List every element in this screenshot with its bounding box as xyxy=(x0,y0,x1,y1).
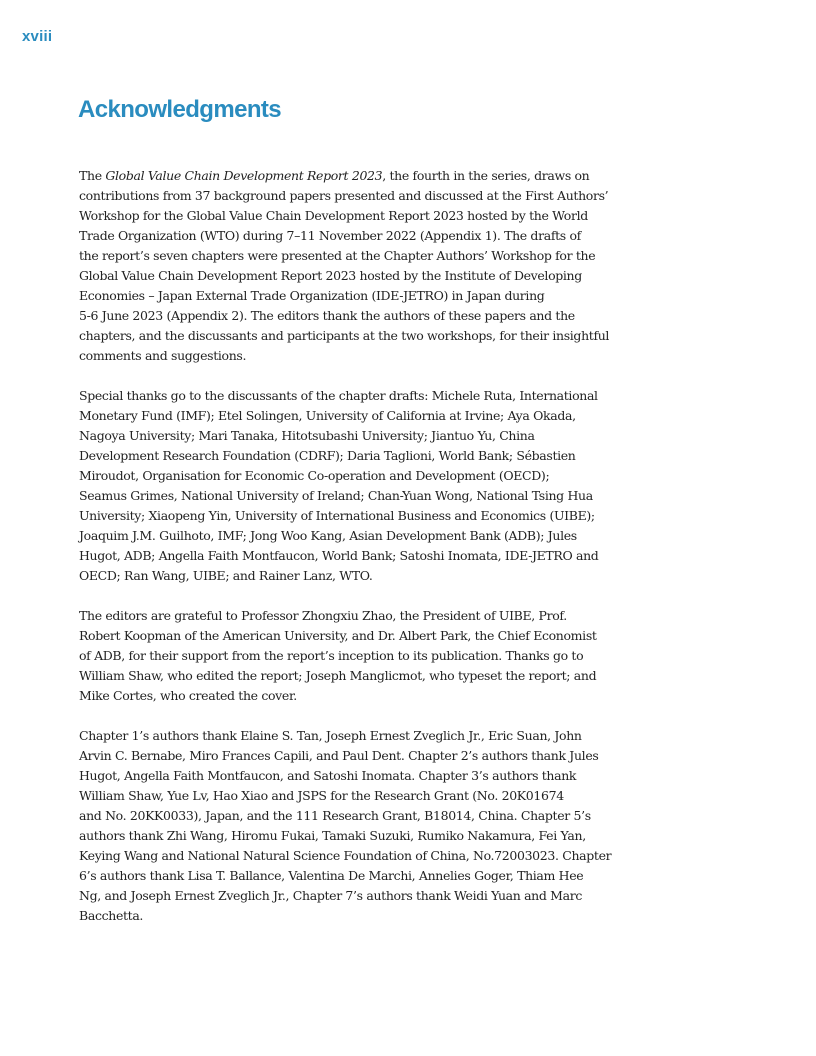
paragraph-line: Monetary Fund (IMF); Etel Solingen, University of California at Irvine; Aya Okada, xyxy=(79,408,576,423)
paragraph-line: Economies – Japan External Trade Organization (IDE-JETRO) in Japan during xyxy=(79,288,545,303)
paragraph-line: the report’s seven chapters were presented at the Chapter Authors’ Workshop for the xyxy=(79,248,596,263)
paragraph-line: Chapter 1’s authors thank Elaine S. Tan, Joseph Ernest Zveglich Jr., Eric Suan, John xyxy=(79,728,582,743)
first-line-prefix: The xyxy=(79,168,106,183)
paragraph-discussants xyxy=(79,386,619,586)
paragraph-line: Nagoya University; Mari Tanaka, Hitotsubashi University; Jiantuo Yu, China xyxy=(79,428,535,443)
paragraph-line: Ng, and Joseph Ernest Zveglich Jr., Chapter 7’s authors thank Weidi Yuan and Marc xyxy=(79,888,582,903)
paragraph-line xyxy=(79,166,619,186)
paragraph-line: University; Xiaopeng Yin, University of International Business and Economics (UIBE); xyxy=(79,508,595,523)
paragraph-line: OECD; Ran Wang, UIBE; and Rainer Lanz, WTO. xyxy=(79,568,373,583)
paragraph-line: Arvin C. Bernabe, Miro Frances Capili, and Paul Dent. Chapter 2’s authors thank Jules xyxy=(79,748,599,763)
paragraph-line: Bacchetta. xyxy=(79,908,144,923)
paragraph-line: 6’s authors thank Lisa T. Ballance, Valentina De Marchi, Annelies Goger, Thiam Hee xyxy=(79,868,584,883)
page-number: xviii xyxy=(22,28,53,45)
paragraph-line: authors thank Zhi Wang, Hiromu Fukai, Tamaki Suzuki, Rumiko Nakamura, Fei Yan, xyxy=(79,828,586,843)
paragraph-line: Hugot, ADB; Angella Faith Montfaucon, World Bank; Satoshi Inomata, IDE-JETRO and xyxy=(79,548,599,563)
paragraph-line: Robert Koopman of the American University, and Dr. Albert Park, the Chief Economist xyxy=(79,628,597,643)
acknowledgments-body xyxy=(79,166,619,946)
report-title-italic: Global Value Chain Development Report 2023 xyxy=(105,168,383,183)
paragraph-line: chapters, and the discussants and participants at the two workshops, for their insightful xyxy=(79,328,610,343)
paragraph-line: Miroudot, Organisation for Economic Co-operation and Development (OECD); xyxy=(79,468,550,483)
paragraph-intro xyxy=(79,166,619,366)
paragraph-line: William Shaw, Yue Lv, Hao Xiao and JSPS for the Research Grant (No. 20K01674 xyxy=(79,788,564,803)
paragraph-line: Trade Organization (WTO) during 7–11 November 2022 (Appendix 1). The drafts of xyxy=(79,228,581,243)
paragraph-line: of ADB, for their support from the report’s inception to its publication. Thanks go to xyxy=(79,648,584,663)
paragraph-line: Mike Cortes, who created the cover. xyxy=(79,688,297,703)
paragraph-line: comments and suggestions. xyxy=(79,348,247,363)
paragraph-line: contributions from 37 background papers presented and discussed at the First Authors’ xyxy=(79,188,609,203)
paragraph-line: The editors are grateful to Professor Zhongxiu Zhao, the President of UIBE, Prof. xyxy=(79,608,567,623)
paragraph-line: Joaquim J.M. Guilhoto, IMF; Jong Woo Kang, Asian Development Bank (ADB); Jules xyxy=(79,528,577,543)
paragraph-line: and No. 20KK0033), Japan, and the 111 Research Grant, B18014, China. Chapter 5’s xyxy=(79,808,591,823)
paragraph-chapter-authors xyxy=(79,726,619,926)
paragraph-line: Special thanks go to the discussants of the chapter drafts: Michele Ruta, International xyxy=(79,388,598,403)
first-line-suffix: , the fourth in the series, draws on xyxy=(382,168,590,183)
paragraph-line: Seamus Grimes, National University of Ireland; Chan-Yuan Wong, National Tsing Hua xyxy=(79,488,593,503)
paragraph-line: William Shaw, who edited the report; Joseph Manglicmot, who typeset the report; and xyxy=(79,668,597,683)
paragraph-editors xyxy=(79,606,619,706)
paragraph-line: Global Value Chain Development Report 2023 hosted by the Institute of Developing xyxy=(79,268,582,283)
paragraph-line: Workshop for the Global Value Chain Development Report 2023 hosted by the World xyxy=(79,208,588,223)
paragraph-line: Hugot, Angella Faith Montfaucon, and Satoshi Inomata. Chapter 3’s authors thank xyxy=(79,768,577,783)
paragraph-line: Development Research Foundation (CDRF); Daria Taglioni, World Bank; Sébastien xyxy=(79,448,576,463)
page-title: Acknowledgments xyxy=(78,96,282,123)
paragraph-line: 5-6 June 2023 (Appendix 2). The editors thank the authors of these papers and the xyxy=(79,308,575,323)
paragraph-line: Keying Wang and National Natural Science Foundation of China, No.72003023. Chapter xyxy=(79,848,612,863)
